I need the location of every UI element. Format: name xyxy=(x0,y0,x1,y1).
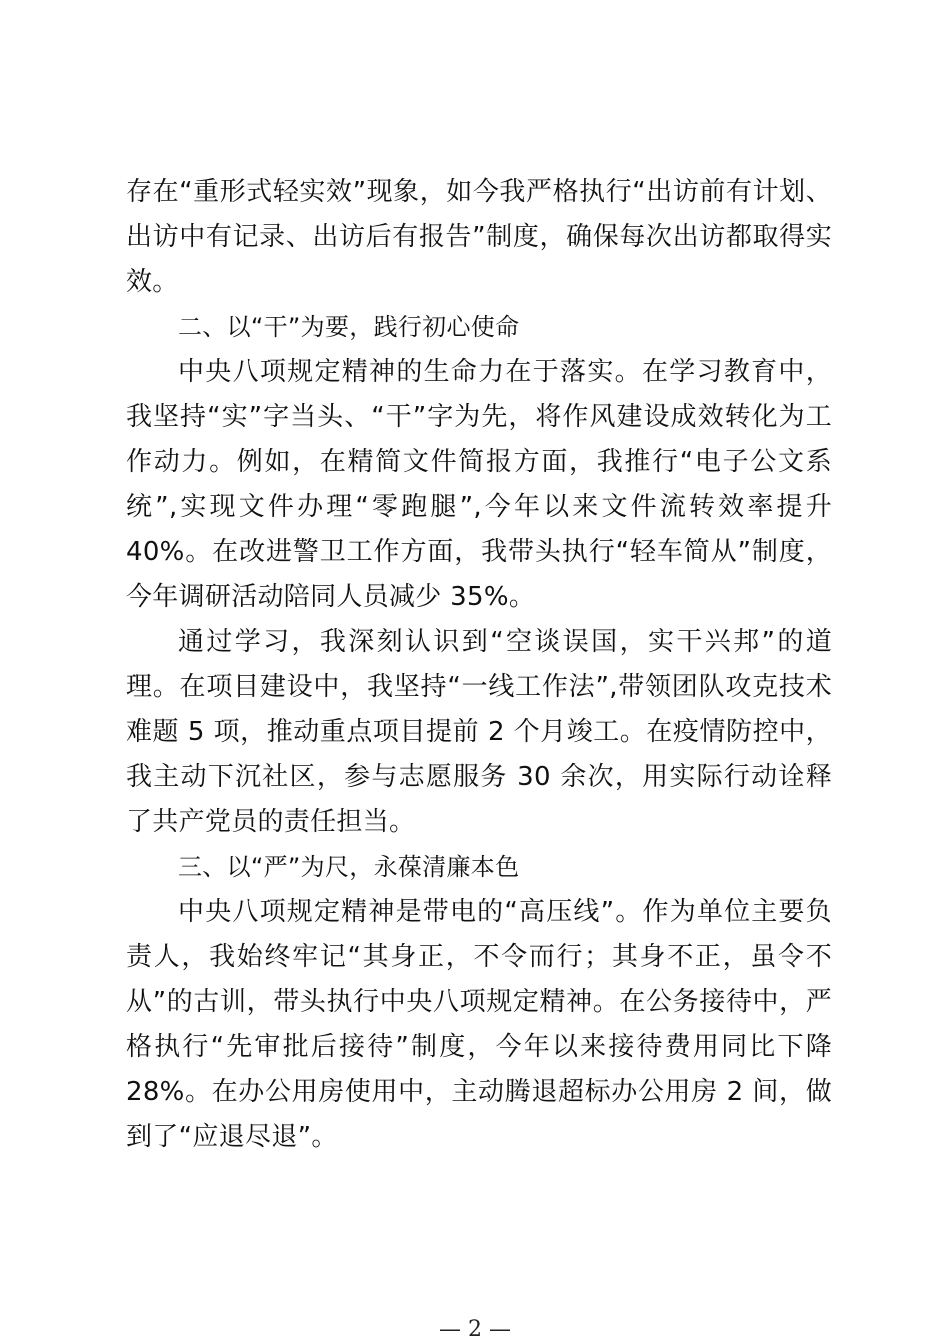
body-paragraph: 中央八项规定精神的生命力在于落实。在学习教育中，我坚持“实”字当头、“干”字为先，将作风建设成效转化为工作动力。例如，在精简文件简报方面，我推行“电子公文系统”,实现文件办理“零跑腿”,今年以来文件流转效率提升 40%。在改进警卫工作方面，我带头执行“轻车简从”制度，今年调研活动陪同人员减少 35%。 xyxy=(126,357,832,612)
continuation-paragraph: 存在“重形式轻实效”现象，如今我严格执行“出访前有计划、出访中有记录、出访后有报告”制度，确保每次出访都取得实效。 xyxy=(126,177,832,297)
document-body xyxy=(126,170,832,1160)
section-heading-2: 二、以“干”为要，践行初心使命 xyxy=(178,313,520,341)
section-heading-3: 三、以“严”为尺，永葆清廉本色 xyxy=(178,853,520,881)
body-paragraph: 中央八项规定精神是带电的“高压线”。作为单位主要负责人，我始终牢记“其身正，不令而行；其身不正，虽令不从”的古训，带头执行中央八项规定精神。在公务接待中，严格执行“先审批后接待”制度，今年以来接待费用同比下降 28%。在办公用房使用中，主动腾退超标办公用房 2 间，做到了“应退尽退”。 xyxy=(126,897,832,1152)
body-paragraph: 通过学习，我深刻认识到“空谈误国，实干兴邦”的道理。在项目建设中，我坚持“一线工作法”,带领团队攻克技术难题 5 项，推动重点项目提前 2 个月竣工。在疫情防控中，我主动下沉社区，参与志愿服务 30 余次，用实际行动诠释了共产党员的责任担当。 xyxy=(126,627,832,837)
page-number: — 2 — xyxy=(439,1317,511,1342)
